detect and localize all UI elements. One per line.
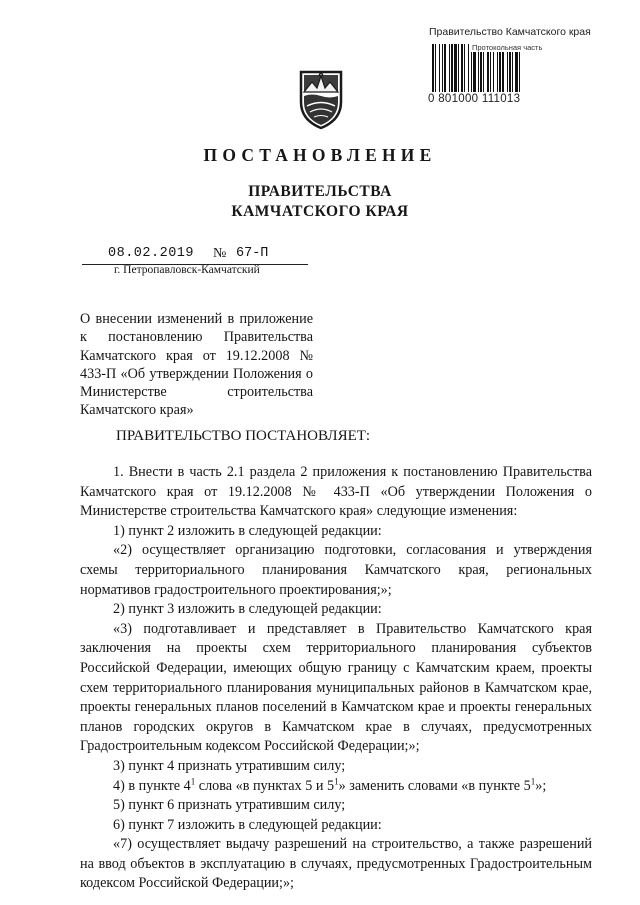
p7-part-a: 4) в пункте 4 (113, 777, 191, 794)
paragraph-8: 5) пункт 6 признать утратившим силу; (113, 797, 346, 814)
superscript: 1 (190, 775, 196, 786)
superscript: 1 (334, 775, 339, 786)
paragraph-2: 1) пункт 2 изложить в следующей редакции: (113, 522, 382, 539)
paragraph-5: «3) подготавливает и представляет в Правительство Камчатского края заключения на проекты схем территориального планирования субъектов Российской Федерации, имеющих общую границу с Камчатским краем, проекты схем территориального планирования муниципальных районов в Камчатском крае, проекты генеральных планов поселений в Камчатском крае и проекты генеральных планов городских округов в Камчатском крае в случаях, предусмотренных Градостроительным кодексом Российской Федерации;»; (80, 620, 592, 755)
number-sign: № (213, 246, 227, 261)
coat-of-arms-icon (295, 68, 347, 130)
paragraph-10: «7) осуществляет выдачу разрешений на строительство, а также разрешений на ввод объектов в эксплуатацию в случаях, предусмотренных Градостроительным кодексом Российской Федерации;»; (80, 836, 592, 892)
superscript: 1 (530, 775, 536, 786)
paragraph-6: 3) пункт 4 признать утратившим силу; (113, 757, 346, 774)
stamp-subtitle: Протокольная часть (472, 43, 543, 52)
issuer-line-1: ПРАВИТЕЛЬСТВА (248, 183, 392, 200)
document-number: 67-П (236, 246, 269, 261)
decree-heading: ПРАВИТЕЛЬСТВО ПОСТАНОВЛЯЕТ: (116, 428, 371, 444)
issuer-line-2: КАМЧАТСКОГО КРАЯ (231, 203, 409, 220)
barcode-number: 0 801000 111013 (428, 93, 521, 105)
stamp-title: Правительство Камчатского края (429, 26, 591, 38)
paragraph-1: 1. Внести в часть 2.1 раздела 2 приложения к постановлению Правительства Камчатского края от 19.12.2008 № 433-П «Об утверждении Положения о Министерстве строительства Камчатского края» следующие изменения: (80, 464, 592, 520)
paragraph-9: 6) пункт 7 изложить в следующей редакции: (113, 816, 382, 833)
p7-part-b: слова «в пунктах 5 и 5 (195, 777, 335, 794)
p7-part-c: » заменить словами «в пункте 5 (338, 777, 531, 794)
document-date: 08.02.2019 (108, 246, 195, 261)
document-subject: О внесении изменений в приложение к постановлению Правительства Камчатского края от 19.12.2008 № 433-П «Об утверждении Положения о Министерстве строительства Камчатского края» (80, 311, 313, 419)
city-name: г. Петропавловск-Камчатский (114, 264, 260, 276)
paragraph-7 (80, 777, 592, 797)
paragraph-4: 2) пункт 3 изложить в следующей редакции: (113, 601, 382, 618)
paragraph-3: «2) осуществляет организацию подготовки, согласования и утверждения схемы территориального планирования Камчатского края, региональных нормативов градостроительного проектирования;»; (80, 542, 592, 598)
document-type-title: ПОСТАНОВЛЕНИЕ (203, 145, 437, 165)
p7-part-d: »; (535, 777, 547, 794)
document-body (80, 463, 592, 894)
